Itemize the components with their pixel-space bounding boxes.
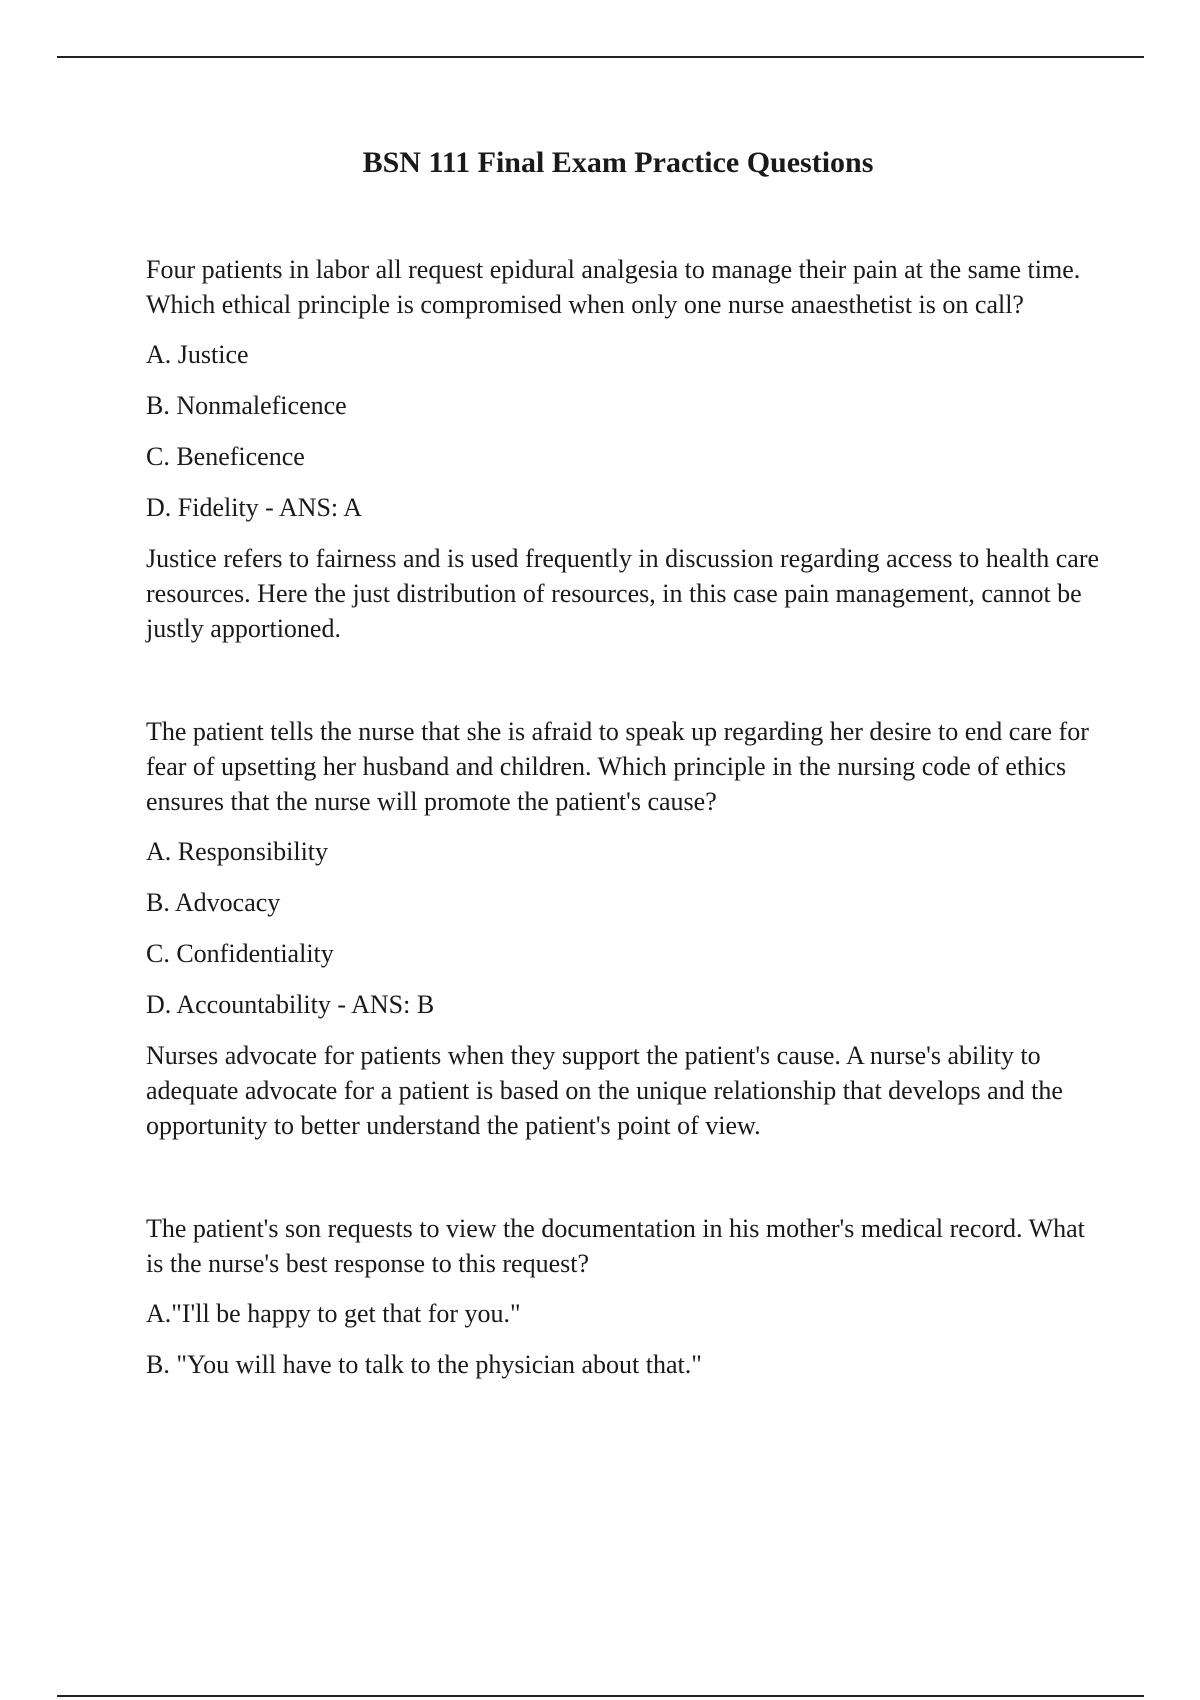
page-title: BSN 111 Final Exam Practice Questions [362, 146, 874, 179]
top-divider [57, 56, 1144, 58]
question-block-3 [146, 1211, 1106, 1382]
bottom-divider [57, 1695, 1144, 1697]
answer-explanation: Justice refers to fairness and is used frequently in discussion regarding access to health care resources. Here the just distribution of resources, in this case pain management, cannot be justly apportioned. [146, 544, 1100, 643]
answer-explanation: Nurses advocate for patients when they support the patient's cause. A nurse's ability to adequate advocate for a patient is based on the unique relationship that develops and the opportunity to better understand the patient's point of view. [146, 1041, 1063, 1140]
answer-option: B. Nonmaleficence [146, 391, 347, 420]
answer-option: B. "You will have to talk to the physician about that." [146, 1350, 702, 1379]
question-block-2 [146, 714, 1106, 1143]
answer-option: A. Responsibility [146, 837, 329, 866]
answer-option: B. Advocacy [146, 888, 281, 917]
question-text: Four patients in labor all request epidural analgesia to manage their pain at the same time. Which ethical principle is compromised when only one nurse anaesthetist is on call? [146, 255, 1081, 319]
question-text: The patient's son requests to view the documentation in his mother's medical record. What is the nurse's best response to this request? [146, 1214, 1085, 1278]
answer-option: D. Accountability - ANS: B [146, 990, 435, 1019]
question-text: The patient tells the nurse that she is afraid to speak up regarding her desire to end care for fear of upsetting her husband and children. Which principle in the nursing code of ethics ensures that the nurse will promote the patient's cause? [146, 717, 1089, 816]
answer-option: A."I'll be happy to get that for you." [146, 1299, 521, 1328]
answer-option: C. Beneficence [146, 442, 305, 471]
question-block-1 [146, 252, 1106, 646]
answer-option: A. Justice [146, 340, 249, 369]
document-body [146, 252, 1106, 1398]
answer-option: C. Confidentiality [146, 939, 334, 968]
answer-option: D. Fidelity - ANS: A [146, 493, 362, 522]
